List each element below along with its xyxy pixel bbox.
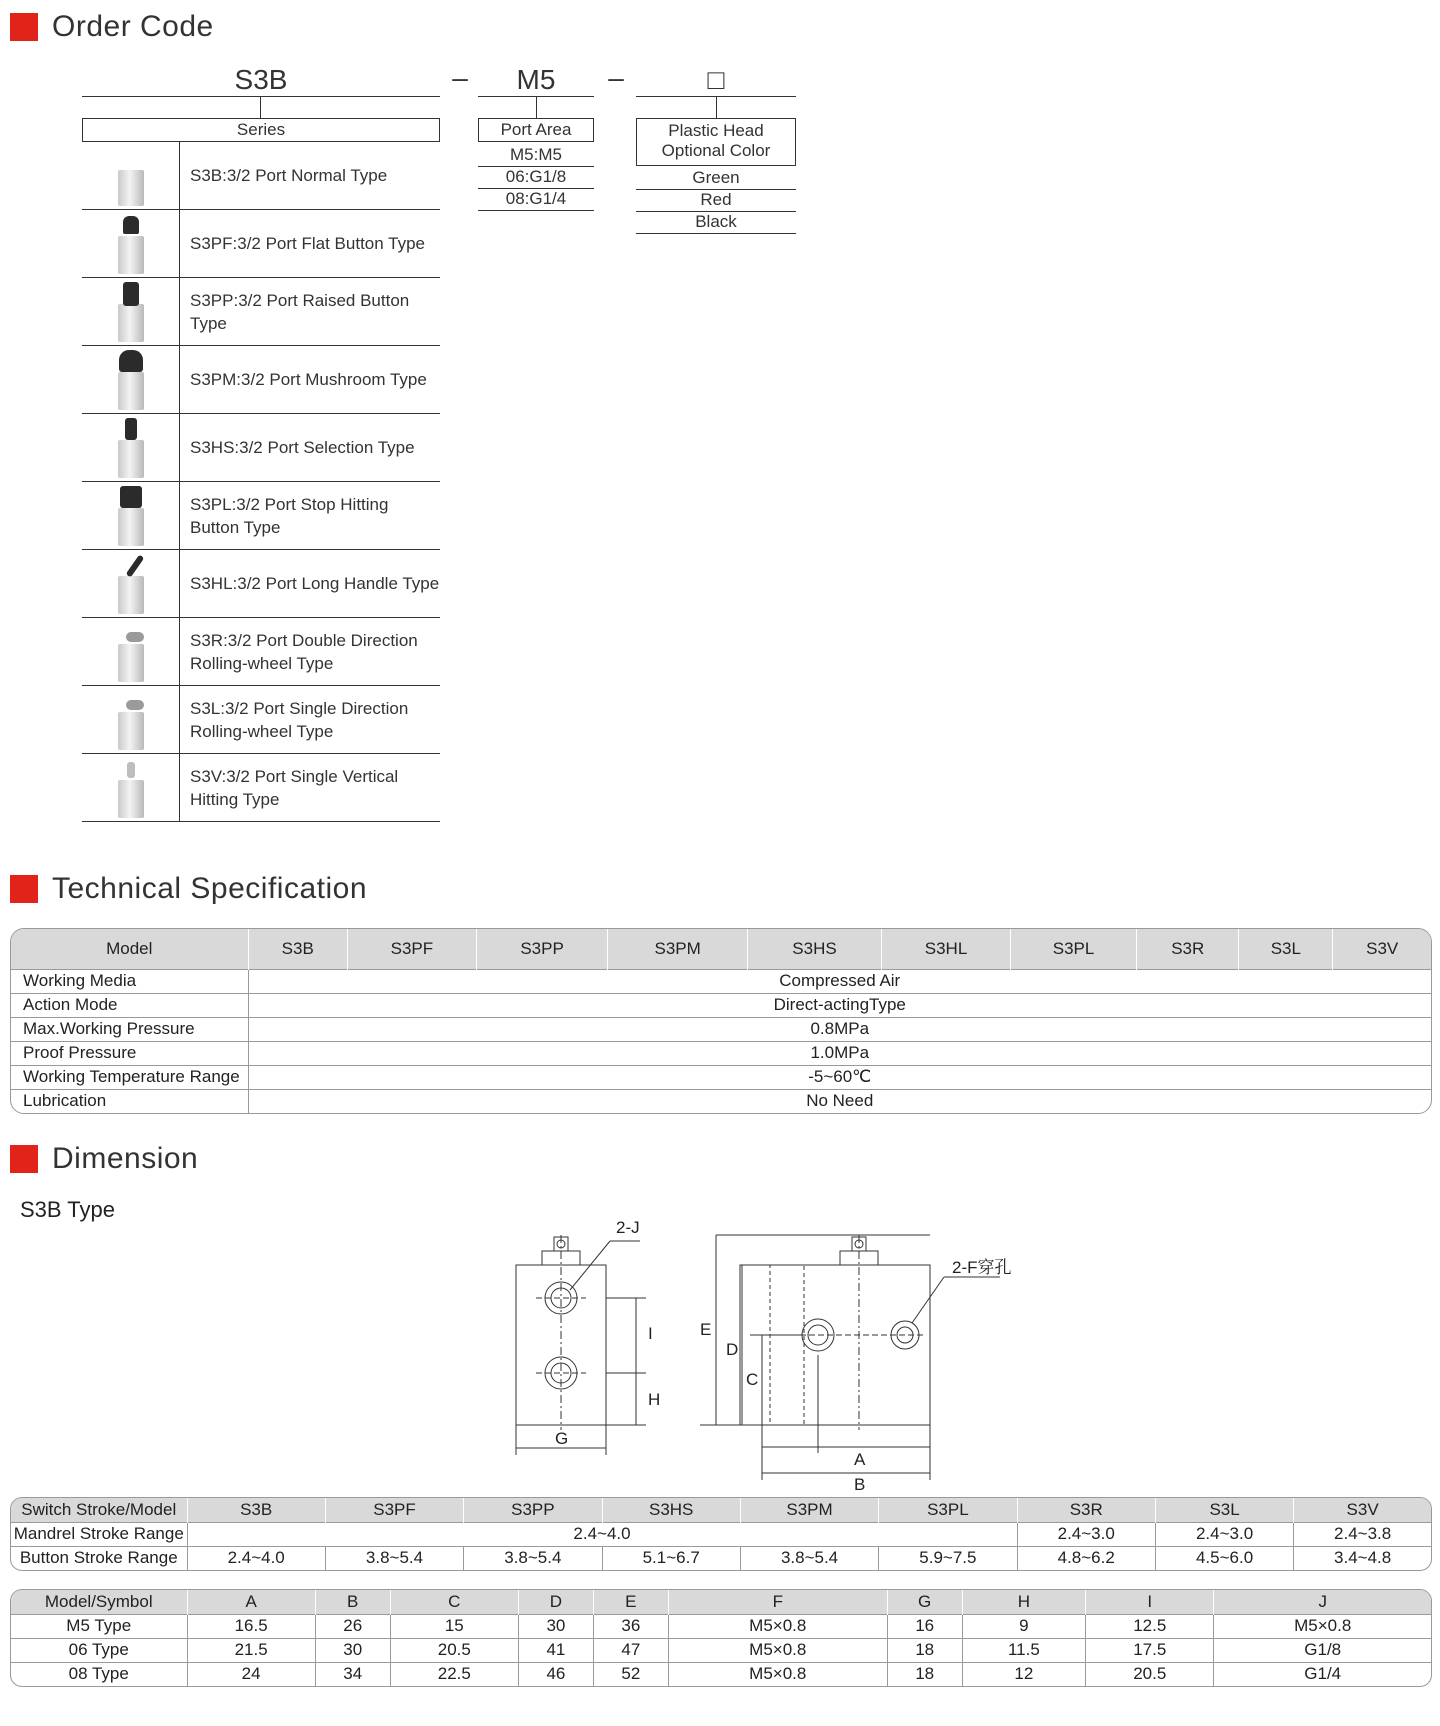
series-row xyxy=(82,482,440,550)
code-dash-2: – xyxy=(608,62,624,93)
size-value: 18 xyxy=(887,1638,962,1662)
dimension-drawing xyxy=(500,1215,1040,1495)
size-value: 18 xyxy=(887,1662,962,1686)
stroke-model-header: S3L xyxy=(1155,1498,1293,1522)
button-stroke-value: 5.9~7.5 xyxy=(879,1546,1017,1570)
series-label: S3R:3/2 Port Double Direction Rolling-wheel Type xyxy=(190,630,418,673)
size-type-label: M5 Type xyxy=(11,1614,187,1638)
code-dash-1: – xyxy=(452,62,468,93)
series-header: Series xyxy=(82,118,440,142)
size-value: M5×0.8 xyxy=(668,1614,887,1638)
port-option: 08:G1/4 xyxy=(505,189,567,208)
size-value: 24 xyxy=(187,1662,315,1686)
valve-icon xyxy=(118,690,144,750)
valve-image xyxy=(82,618,180,685)
stroke-model-header: S3HS xyxy=(602,1498,740,1522)
spec-label: Max.Working Pressure xyxy=(11,1017,248,1041)
button-stroke-value: 2.4~4.0 xyxy=(187,1546,325,1570)
spec-label: Working Media xyxy=(11,969,248,993)
size-symbol-header: G xyxy=(887,1590,962,1614)
tech-spec-heading xyxy=(10,872,367,906)
spec-label: Action Mode xyxy=(11,993,248,1017)
stroke-model-header: S3B xyxy=(187,1498,325,1522)
size-row xyxy=(11,1638,1431,1662)
stroke-table xyxy=(10,1497,1432,1571)
section-title: Order Code xyxy=(52,10,214,43)
spec-value: No Need xyxy=(248,1089,1431,1113)
row-label: Mandrel Stroke Range xyxy=(11,1522,187,1546)
port-connector xyxy=(536,96,537,118)
size-symbol-header: A xyxy=(187,1590,315,1614)
stroke-model-header: S3PL xyxy=(879,1498,1017,1522)
size-value: G1/8 xyxy=(1214,1638,1431,1662)
size-type-label: 06 Type xyxy=(11,1638,187,1662)
series-row xyxy=(82,278,440,346)
spec-label: Working Temperature Range xyxy=(11,1065,248,1089)
size-value: 52 xyxy=(593,1662,668,1686)
size-symbol-header: I xyxy=(1086,1590,1214,1614)
size-symbol-header: D xyxy=(518,1590,593,1614)
color-option: Green xyxy=(692,168,740,187)
label-2f: 2-F穿孔 xyxy=(952,1258,1012,1277)
series-label: S3PL:3/2 Port Stop Hitting Button Type xyxy=(190,494,389,537)
model-column-header: S3PM xyxy=(608,929,748,969)
button-stroke-value: 3.4~4.8 xyxy=(1294,1546,1431,1570)
size-value: 11.5 xyxy=(962,1638,1086,1662)
row-label: Button Stroke Range xyxy=(11,1546,187,1570)
series-row xyxy=(82,414,440,482)
size-value: 21.5 xyxy=(187,1638,315,1662)
valve-image xyxy=(82,278,180,345)
series-label: S3HL:3/2 Port Long Handle Type xyxy=(190,574,440,593)
mandrel-stroke-row xyxy=(11,1522,1431,1546)
button-stroke-value: 3.8~5.4 xyxy=(740,1546,878,1570)
size-value: 17.5 xyxy=(1086,1638,1214,1662)
button-stroke-value: 5.1~6.7 xyxy=(602,1546,740,1570)
model-column-header: S3PP xyxy=(476,929,608,969)
size-value: 22.5 xyxy=(390,1662,518,1686)
section-title: Technical Specification xyxy=(52,872,368,905)
series-row xyxy=(82,210,440,278)
size-value: M5×0.8 xyxy=(668,1638,887,1662)
valve-image xyxy=(82,414,180,481)
label-c: C xyxy=(746,1370,759,1389)
model-column-header: S3HL xyxy=(882,929,1011,969)
size-value: 41 xyxy=(518,1638,593,1662)
size-value: 26 xyxy=(315,1614,390,1638)
size-row xyxy=(11,1662,1431,1686)
stroke-corner-header: Switch Stroke/Model xyxy=(11,1498,187,1522)
size-row xyxy=(11,1614,1431,1638)
valve-icon xyxy=(118,622,144,682)
series-underline xyxy=(82,96,440,97)
label-a: A xyxy=(854,1450,866,1469)
button-stroke-value: 3.8~5.4 xyxy=(325,1546,463,1570)
valve-icon xyxy=(118,214,144,274)
dimension-subtitle: S3B Type xyxy=(20,1197,115,1222)
size-value: 12.5 xyxy=(1086,1614,1214,1638)
series-row xyxy=(82,550,440,618)
label-i: I xyxy=(648,1324,653,1343)
size-value: 15 xyxy=(390,1614,518,1638)
model-column-header: S3PL xyxy=(1010,929,1136,969)
series-label: S3HS:3/2 Port Selection Type xyxy=(190,438,415,457)
size-value: 30 xyxy=(315,1638,390,1662)
valve-image xyxy=(82,550,180,617)
label-d: D xyxy=(726,1340,739,1359)
series-label: S3B:3/2 Port Normal Type xyxy=(190,166,388,185)
stroke-model-header: S3R xyxy=(1017,1498,1155,1522)
size-symbol-header: C xyxy=(390,1590,518,1614)
spec-value: Direct-actingType xyxy=(248,993,1431,1017)
model-column-header: S3B xyxy=(248,929,347,969)
label-2j: 2-J xyxy=(616,1218,640,1237)
size-value: 12 xyxy=(962,1662,1086,1686)
mandrel-common-value: 2.4~4.0 xyxy=(187,1522,1017,1546)
section-title: Dimension xyxy=(52,1142,199,1175)
valve-icon xyxy=(118,282,144,342)
series-row xyxy=(82,686,440,754)
label-e: E xyxy=(700,1320,712,1339)
valve-image xyxy=(82,482,180,549)
valve-icon xyxy=(118,146,144,206)
port-code: M5 xyxy=(516,64,556,95)
color-header xyxy=(636,118,796,166)
size-symbol-header: E xyxy=(593,1590,668,1614)
color-divider xyxy=(636,233,796,234)
mandrel-s3v-value: 2.4~3.8 xyxy=(1294,1522,1431,1546)
dimension-heading xyxy=(10,1142,198,1176)
series-label: S3PM:3/2 Port Mushroom Type xyxy=(190,370,427,389)
model-column-header: S3V xyxy=(1333,929,1431,969)
model-column-header: S3PF xyxy=(347,929,476,969)
series-connector xyxy=(260,96,261,118)
size-value: 9 xyxy=(962,1614,1086,1638)
valve-image xyxy=(82,210,180,277)
stroke-header-row xyxy=(11,1498,1431,1522)
series-row xyxy=(82,754,440,822)
stroke-model-header: S3PF xyxy=(325,1498,463,1522)
size-corner-header: Model/Symbol xyxy=(11,1590,187,1614)
series-row xyxy=(82,346,440,414)
stroke-model-header: S3V xyxy=(1294,1498,1431,1522)
section-marker-icon xyxy=(10,13,38,41)
label-g: G xyxy=(555,1429,569,1448)
valve-icon xyxy=(118,486,144,546)
spec-row xyxy=(11,1089,1431,1113)
size-value: 47 xyxy=(593,1638,668,1662)
valve-icon xyxy=(118,758,144,818)
size-value: 36 xyxy=(593,1614,668,1638)
size-symbol-header: J xyxy=(1214,1590,1431,1614)
section-marker-icon xyxy=(10,1145,38,1173)
port-option: 06:G1/8 xyxy=(505,167,567,186)
color-header-line-1: Plastic Head xyxy=(668,121,764,140)
series-label: S3PP:3/2 Port Raised Button Type xyxy=(190,290,410,333)
stroke-model-header: S3PP xyxy=(464,1498,602,1522)
label-b: B xyxy=(854,1475,866,1494)
series-row xyxy=(82,618,440,686)
spec-row xyxy=(11,1041,1431,1065)
port-divider xyxy=(478,210,594,211)
button-stroke-row xyxy=(11,1546,1431,1570)
tech-spec-table xyxy=(10,928,1432,1114)
model-column-header: S3R xyxy=(1137,929,1239,969)
size-value: 20.5 xyxy=(1086,1662,1214,1686)
valve-icon xyxy=(118,350,144,410)
size-value: 16 xyxy=(887,1614,962,1638)
color-connector xyxy=(716,96,717,118)
size-symbol-header: H xyxy=(962,1590,1086,1614)
port-area-header: Port Area xyxy=(478,118,594,142)
model-header: Model xyxy=(11,929,248,969)
size-value: 16.5 xyxy=(187,1614,315,1638)
spec-header-row xyxy=(11,929,1431,969)
spec-value: Compressed Air xyxy=(248,969,1431,993)
color-option: Black xyxy=(695,212,737,231)
order-code-heading xyxy=(10,10,214,44)
color-header-line-2: Optional Color xyxy=(661,141,771,160)
spec-row xyxy=(11,1017,1431,1041)
model-column-header: S3HS xyxy=(747,929,881,969)
size-header-row xyxy=(11,1590,1431,1614)
spec-row xyxy=(11,1065,1431,1089)
size-value: 30 xyxy=(518,1614,593,1638)
spec-row xyxy=(11,993,1431,1017)
side-view-hidden-bore xyxy=(770,1265,804,1425)
size-value: 20.5 xyxy=(390,1638,518,1662)
mandrel-s3r-value: 2.4~3.0 xyxy=(1017,1522,1155,1546)
valve-image xyxy=(82,346,180,413)
size-value: M5×0.8 xyxy=(1214,1614,1431,1638)
button-stroke-value: 3.8~5.4 xyxy=(464,1546,602,1570)
series-label: S3PF:3/2 Port Flat Button Type xyxy=(190,234,425,253)
model-column-header: S3L xyxy=(1239,929,1333,969)
size-type-label: 08 Type xyxy=(11,1662,187,1686)
size-value: G1/4 xyxy=(1214,1662,1431,1686)
spec-value: 0.8MPa xyxy=(248,1017,1431,1041)
valve-icon xyxy=(118,418,144,478)
series-row xyxy=(82,142,440,210)
series-code: S3B xyxy=(234,64,288,95)
mandrel-s3l-value: 2.4~3.0 xyxy=(1155,1522,1293,1546)
size-value: 46 xyxy=(518,1662,593,1686)
label-h: H xyxy=(648,1390,661,1409)
button-stroke-value: 4.5~6.0 xyxy=(1155,1546,1293,1570)
valve-image xyxy=(82,686,180,753)
spec-row xyxy=(11,969,1431,993)
series-label: S3L:3/2 Port Single Direction Rolling-wheel Type xyxy=(190,698,409,741)
size-symbol-header: F xyxy=(668,1590,887,1614)
series-label: S3V:3/2 Port Single Vertical Hitting Type xyxy=(190,766,399,809)
spec-label: Proof Pressure xyxy=(11,1041,248,1065)
valve-image xyxy=(82,754,180,821)
port-option: M5:M5 xyxy=(510,145,562,164)
size-value: M5×0.8 xyxy=(668,1662,887,1686)
size-value: 34 xyxy=(315,1662,390,1686)
spec-label: Lubrication xyxy=(11,1089,248,1113)
size-table xyxy=(10,1589,1432,1687)
section-marker-icon xyxy=(10,875,38,903)
valve-icon xyxy=(118,554,144,614)
color-code-box: □ xyxy=(707,64,725,95)
stroke-model-header: S3PM xyxy=(740,1498,878,1522)
spec-value: -5~60℃ xyxy=(248,1065,1431,1089)
color-option: Red xyxy=(700,190,732,209)
spec-value: 1.0MPa xyxy=(248,1041,1431,1065)
valve-image xyxy=(82,142,180,209)
size-symbol-header: B xyxy=(315,1590,390,1614)
button-stroke-value: 4.8~6.2 xyxy=(1017,1546,1155,1570)
side-view-body xyxy=(740,1265,930,1425)
